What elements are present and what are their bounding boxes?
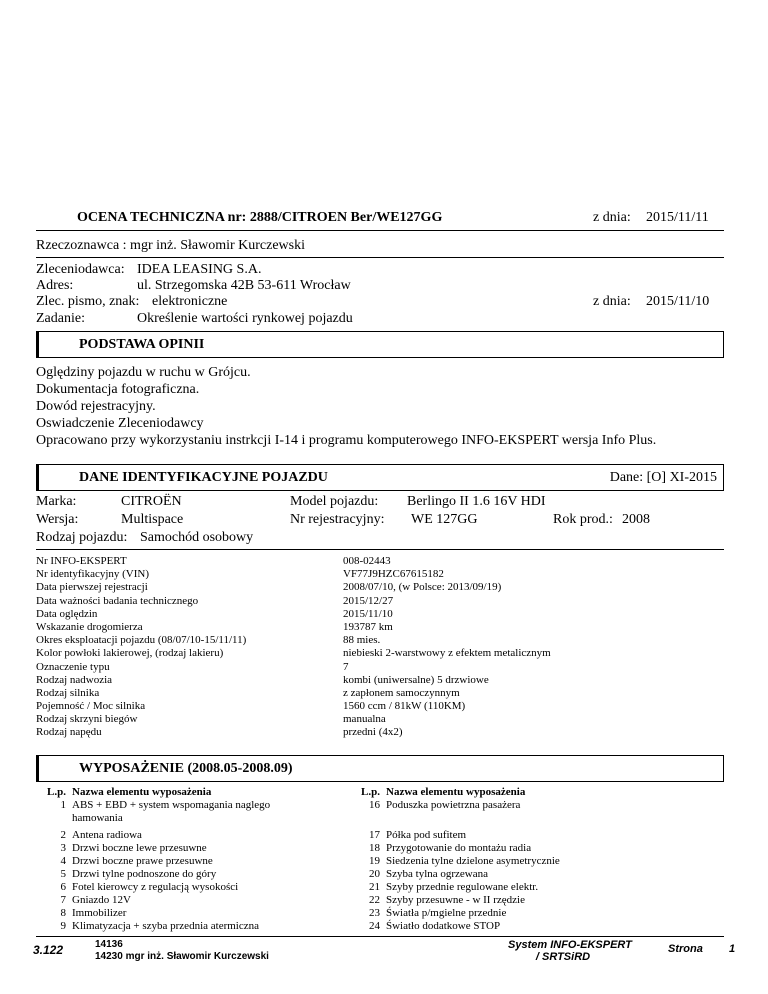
equipment-row (350, 881, 560, 894)
basis-line: Oględziny pojazdu w ruchu w Grójcu. (36, 365, 251, 380)
detail-label: Nr identyfikacyjny (VIN) (36, 568, 150, 581)
detail-label: Rodzaj nadwozia (36, 673, 113, 686)
detail-label: Wskazanie drogomierza (36, 620, 143, 633)
client-label: Zleceniodawca: (36, 262, 125, 277)
equipment-row (350, 829, 560, 842)
make-label: Marka: (36, 494, 77, 509)
detail-value: 2015/11/10 (343, 607, 393, 620)
footer-system (508, 939, 632, 963)
detail-label: Data ważności badania technicznego (36, 594, 199, 607)
detail-label: Okres eksploatacji pojazdu (08/07/10-15/11/11) (36, 634, 247, 647)
detail-value: 193787 km (343, 620, 393, 633)
equipment-row (350, 894, 560, 907)
equipment-name: Fotel kierowcy z regulacją wysokości (72, 881, 239, 893)
equipment-lp: 1 (60, 799, 66, 811)
equipment-lp: 19 (369, 855, 380, 867)
detail-value: 7 (343, 660, 349, 673)
footer-system-line1: System INFO-EKSPERT (508, 939, 632, 951)
footer-version: 3.122 (33, 943, 64, 957)
equipment-row (350, 842, 560, 855)
equipment-name: Drzwi tylne podnoszone do góry (72, 868, 217, 880)
detail-label: Oznaczenie typu (36, 660, 110, 673)
equipment-lp: 17 (369, 829, 380, 841)
detail-value: 88 mies. (343, 634, 381, 647)
detail-value: 2015/12/27 (343, 594, 394, 607)
model-value: Berlingo II 1.6 16V HDI (407, 494, 546, 509)
equipment-lp: 3 (60, 842, 66, 854)
details-values (343, 555, 551, 740)
address-value: ul. Strzegomska 42B 53-611 Wrocław (137, 278, 351, 293)
equipment-name: Immobilizer (72, 907, 127, 919)
equipment-lp: 18 (369, 842, 380, 854)
basis-heading: PODSTAWA OPINII (79, 337, 205, 352)
detail-value: 008-02443 (343, 555, 391, 567)
identification-heading-box (36, 464, 724, 491)
equipment-name: Siedzenia tylne dzielone asymetrycznie (386, 855, 560, 867)
detail-label: Rodzaj skrzyni biegów (36, 713, 138, 726)
equipment-col-lp: L.p. (47, 786, 66, 798)
basis-line: Opracowano przy wykorzystaniu instrkcji I-14 i programu komputerowego INFO-EKSPERT wersja Info Plus. (36, 433, 657, 448)
equipment-left-column (30, 786, 270, 933)
detail-value: z zapłonem samoczynnym (343, 686, 460, 699)
reg-label: Nr rejestracyjny: (290, 512, 385, 527)
type-value: Samochód osobowy (140, 530, 254, 545)
equipment-header-row (350, 786, 560, 799)
type-label: Rodzaj pojazdu: (36, 530, 128, 545)
equipment-lp: 16 (369, 799, 380, 811)
basis-line: Dokumentacja fotograficzna. (36, 382, 200, 397)
detail-value: VF77J9HZC67615182 (343, 568, 444, 581)
detail-label: Kolor powłoki lakierowej, (rodzaj lakieru) (36, 647, 224, 660)
equipment-row (350, 799, 560, 812)
year-label: Rok prod.: (553, 512, 613, 527)
equipment-name: Poduszka powietrzna pasażera (386, 799, 521, 811)
title-rule (36, 230, 724, 231)
equipment-col-lp: L.p. (361, 786, 380, 798)
footer-rule (36, 936, 724, 937)
equipment-heading-box (36, 755, 724, 782)
letter-date: 2015/11/10 (646, 294, 710, 309)
equipment-name: Przygotowanie do montażu radia (386, 842, 532, 854)
detail-label: Data pierwszej rejestracji (36, 581, 148, 594)
detail-label: Rodzaj silnika (36, 686, 100, 699)
letter-value: elektroniczne (152, 294, 228, 309)
equipment-row (30, 868, 270, 881)
equipment-lp: 24 (369, 920, 380, 932)
equipment-name: Półka pod sufitem (386, 829, 467, 841)
report-date: 2015/11/11 (646, 210, 709, 225)
equipment-lp: 4 (60, 855, 66, 867)
basis-line: Oswiadczenie Zleceniodawcy (36, 416, 204, 431)
identification-rule (36, 549, 724, 550)
equipment-row (30, 894, 270, 907)
equipment-lp: 6 (60, 881, 66, 893)
equipment-lp: 22 (369, 894, 380, 906)
detail-label: Nr INFO-EKSPERT (36, 555, 127, 567)
equipment-lp: 7 (60, 894, 66, 906)
version-label: Wersja: (36, 512, 79, 527)
year-value: 2008 (622, 512, 650, 527)
details-labels (36, 555, 246, 740)
detail-value: niebieski 2-warstwowy z efektem metalicznym (343, 647, 551, 660)
task-label: Zadanie: (36, 311, 85, 326)
equipment-row (30, 855, 270, 868)
equipment-col-name: Nazwa elementu wyposażenia (386, 786, 526, 798)
data-version: Dane: [O] XI-2015 (609, 470, 717, 485)
detail-label: Data oględzin (36, 607, 98, 620)
basis-heading-box (36, 331, 724, 358)
basis-line: Dowód rejestracyjny. (36, 399, 156, 414)
reg-value: WE 127GG (411, 512, 478, 527)
equipment-col-name: Nazwa elementu wyposażenia (72, 786, 212, 798)
equipment-name: Gniazdo 12V (72, 894, 131, 906)
equipment-right-column (350, 786, 560, 933)
equipment-name: Szyby przednie regulowane elektr. (386, 881, 539, 893)
equipment-name: Klimatyzacja + szyba przednia atermiczna (72, 920, 259, 932)
equipment-lp: 23 (369, 907, 380, 919)
footer-system-line2: / SRTSiRD (535, 951, 591, 963)
equipment-row (30, 829, 270, 842)
detail-value: 1560 ccm / 81kW (110KM) (343, 700, 466, 713)
expert-line: Rzeczoznawca : mgr inż. Sławomir Kurczewski (36, 238, 306, 253)
equipment-row (30, 907, 270, 920)
equipment-row (30, 799, 270, 812)
equipment-row (30, 881, 270, 894)
equipment-row (350, 868, 560, 881)
equipment-name: Szyby przesuwne - w II rzędzie (386, 894, 525, 906)
detail-value: 2008/07/10, (w Polsce: 2013/09/19) (343, 581, 502, 594)
equipment-name: Drzwi boczne lewe przesuwne (72, 842, 207, 854)
model-label: Model pojazdu: (290, 494, 379, 509)
detail-label: Rodzaj napędu (36, 726, 102, 739)
equipment-lp: 9 (60, 920, 66, 932)
identification-heading: DANE IDENTYFIKACYJNE POJAZDU (79, 470, 328, 485)
equipment-lp: 2 (60, 829, 66, 841)
task-value: Określenie wartości rynkowej pojazdu (137, 311, 353, 326)
client-value: IDEA LEASING S.A. (137, 262, 262, 277)
equipment-row-cont (30, 812, 270, 825)
detail-value: kombi (uniwersalne) 5 drzwiowe (343, 673, 489, 686)
equipment-name: Antena radiowa (72, 829, 142, 841)
equipment-row (350, 920, 560, 933)
equipment-lp: 5 (60, 868, 66, 880)
equipment-heading: WYPOSAŻENIE (2008.05-2008.09) (79, 761, 293, 776)
address-label: Adres: (36, 278, 74, 293)
equipment-name: Światła p/mgielne przednie (386, 907, 507, 919)
footer-code2: 14230 mgr inż. Sławomir Kurczewski (95, 951, 269, 962)
equipment-row (350, 907, 560, 920)
detail-value: manualna (343, 713, 386, 726)
report-date-label: z dnia: (593, 210, 631, 225)
detail-value: przedni (4x2) (343, 726, 403, 739)
equipment-lp: 21 (369, 881, 380, 893)
equipment-lp: 8 (60, 907, 66, 919)
equipment-header-row (30, 786, 270, 799)
version-value: Multispace (121, 512, 184, 527)
make-value: CITROËN (121, 494, 182, 509)
equipment-lp: 20 (369, 868, 380, 880)
basis-list (36, 364, 656, 449)
equipment-name-cont: hamowania (72, 812, 123, 824)
expert-rule (36, 257, 724, 258)
equipment-name: ABS + EBD + system wspomagania naglego (72, 799, 271, 811)
footer-page-label: Strona (668, 943, 703, 955)
equipment-name: Drzwi boczne prawe przesuwne (72, 855, 213, 867)
detail-label: Pojemność / Moc silnika (36, 700, 146, 713)
letter-date-label: z dnia: (593, 294, 631, 309)
footer-page-number: 1 (729, 943, 736, 955)
equipment-name: Światło dodatkowe STOP (386, 920, 501, 932)
equipment-row (30, 920, 270, 933)
equipment-row (350, 855, 560, 868)
letter-label: Zlec. pismo, znak: (36, 294, 140, 309)
report-title: OCENA TECHNICZNA nr: 2888/CITROEN Ber/WE127GG (77, 210, 443, 225)
footer-code1: 14136 (95, 939, 123, 950)
equipment-name: Szyba tylna ogrzewana (386, 868, 489, 880)
equipment-row (30, 842, 270, 855)
